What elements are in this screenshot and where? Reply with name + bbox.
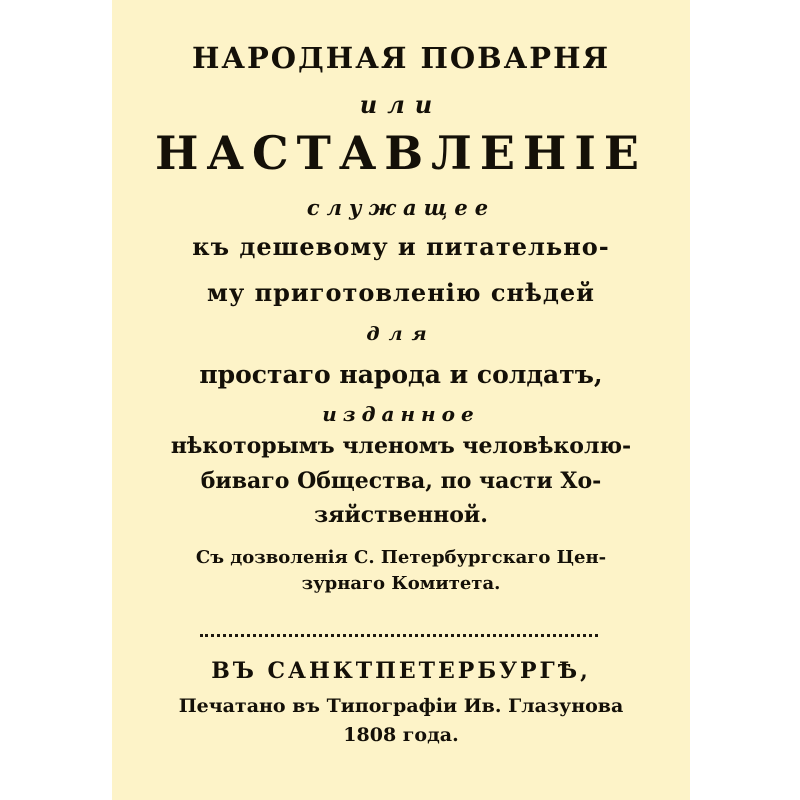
description-line-1: служащее [306,195,496,220]
description-line-2: къ дешевому и питательно- [192,232,610,261]
title-line-1: НАРОДНАЯ ПОВАРНЯ [191,41,611,75]
description-line-7: нѣкоторымъ членомъ человѣколю- [170,433,632,459]
imprint-printer: Печатано въ Типографіи Ив. Глазунова [178,695,624,717]
dotted-divider [200,634,598,637]
description-line-9: зяйственной. [314,502,488,528]
title-conjunction: или [359,90,443,119]
description-line-8: биваго Общества, по части Хо- [200,468,602,494]
description-line-6: изданное [322,402,480,426]
description-line-5: простаго народа и солдатъ, [199,360,603,389]
imprint-city: ВЪ САНКТПЕТЕРБУРГѢ, [211,658,591,684]
imprint-year: 1808 года. [343,724,459,746]
description-line-3: му приготовленію снѣдей [207,278,595,307]
description-line-4: для [366,323,436,345]
permission-line-1: Съ дозволенія С. Петербургскаго Цен- [195,547,607,568]
permission-line-2: зурнаго Комитета. [301,573,501,594]
title-line-2: НАСТАВЛЕНІЕ [155,126,647,180]
title-page [112,0,690,800]
